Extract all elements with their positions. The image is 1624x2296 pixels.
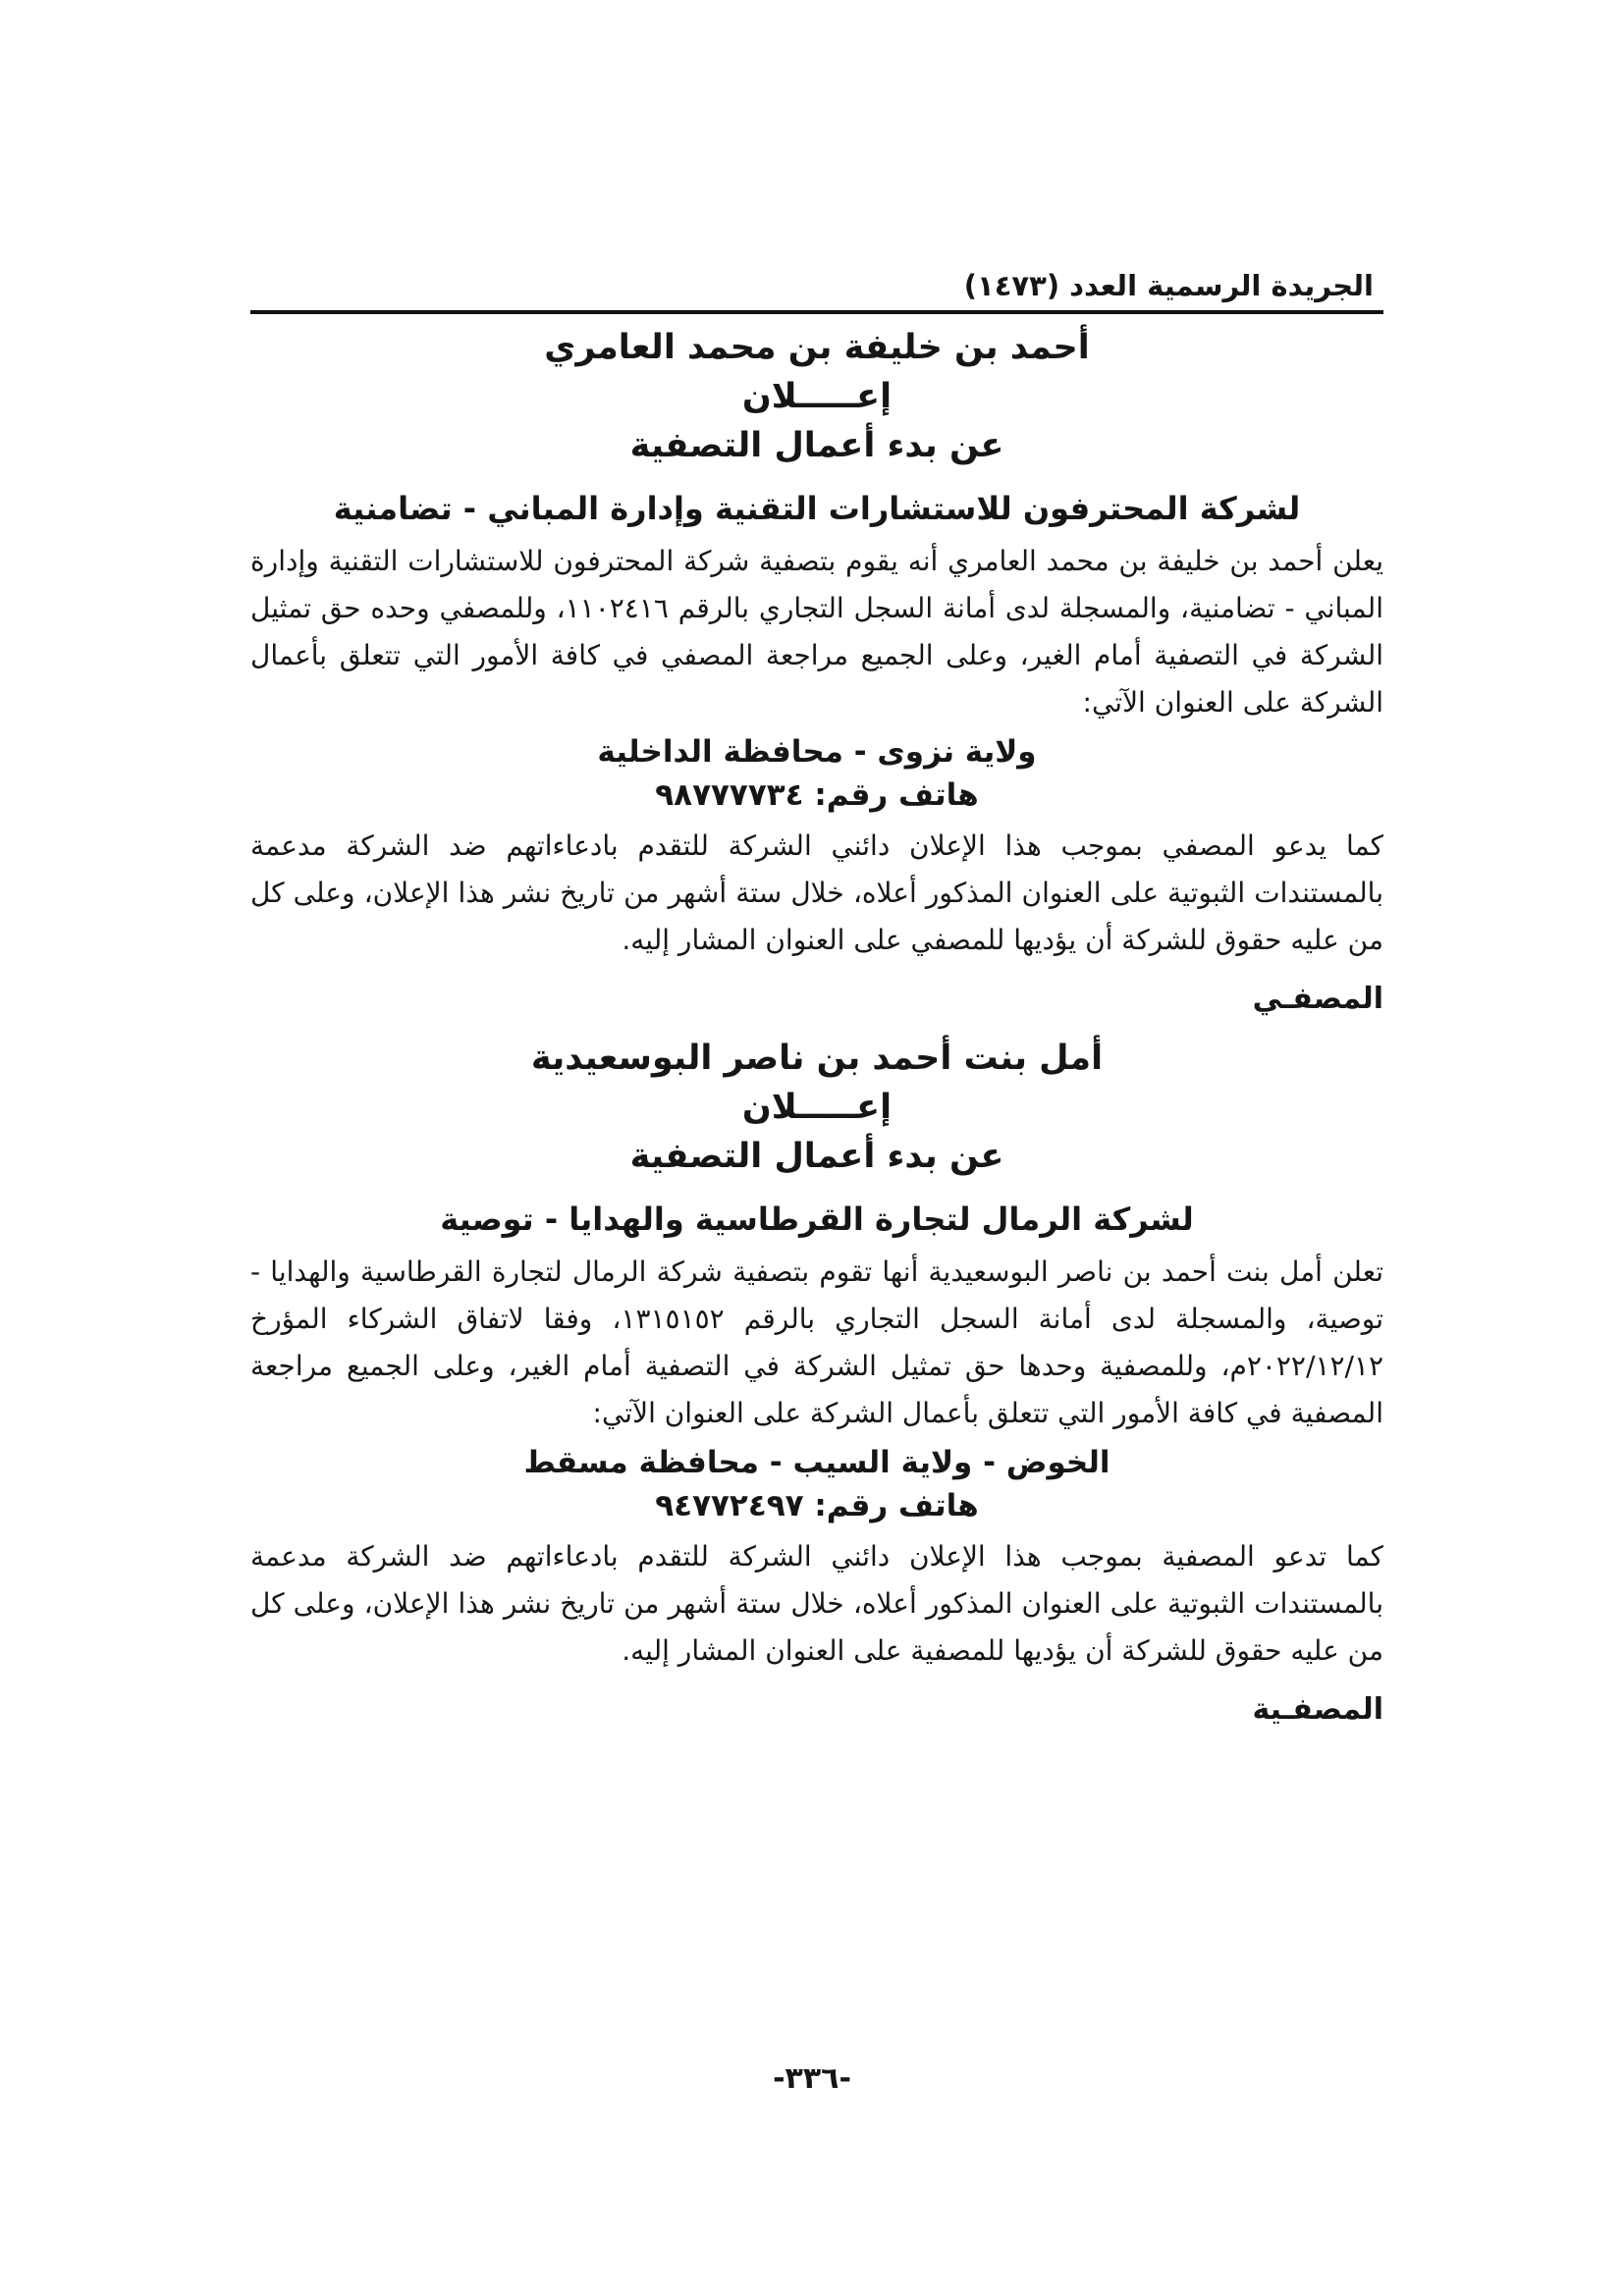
notice-signature: المصفـي	[1252, 982, 1383, 1016]
notice-body: يعلن أحمد بن خليفة بن محمد العامري أنه يقوم بتصفية شركة المحترفون للاستشارات التقنية وإدارة المباني - تضامنية، والمسجلة لدى أمانة السجل التجاري بالرقم ١١٠٢٤١٦، وللمصفي وحده حق تمثيل الشركة في التصفية أمام الغير، وعلى الجميع مراجعة المصفي في كافة الأمور التي تتعلق بأعمال الشركة على العنوان الآتي:	[250, 545, 1383, 719]
notice-closing: كما يدعو المصفي بموجب هذا الإعلان دائني الشركة للتقدم بادعاءاتهم ضد الشركة مدعمة بالمستندات الثبوتية على العنوان المذكور أعلاه، خلال ستة أشهر من تاريخ نشر هذا الإعلان، وعلى كل من عليه حقوق للشركة أن يؤديها للمصفي على العنوان المشار إليه.	[250, 829, 1383, 956]
notice-address: الخوض - ولاية السيب - محافظة مسقط	[523, 1445, 1110, 1480]
notice-signature: المصفـية	[1252, 1692, 1383, 1727]
gazette-title: الجريدة الرسمية العدد (١٤٧٣)	[963, 269, 1374, 302]
notice-phone: هاتف رقم: ٩٨٧٧٧٧٣٤	[655, 777, 979, 813]
notice-phone: هاتف رقم: ٩٤٧٧٢٤٩٧	[655, 1488, 979, 1523]
notice-heading: إعـــــلان	[741, 1088, 893, 1127]
notice-liquidator-name: أمل بنت أحمد بن ناصر البوسعيدية	[530, 1039, 1104, 1078]
notice-subheading: عن بدء أعمال التصفية	[629, 1137, 1004, 1176]
liquidation-notice-2	[250, 1035, 1383, 1732]
liquidation-notice-1	[250, 324, 1383, 1021]
notice-body: تعلن أمل بنت أحمد بن ناصر البوسعيدية أنها تقوم بتصفية شركة الرمال لتجارة القرطاسية والهدايا - توصية، والمسجلة لدى أمانة السجل التجاري بالرقم ١٣١٥١٥٢، وفقا لاتفاق الشركاء المؤرخ ٢٠٢٢/١٢/١٢م، وللمصفية وحدها حق تمثيل الشركة في التصفية أمام الغير، وعلى الجميع مراجعة المصفية في كافة الأمور التي تتعلق بأعمال الشركة على العنوان الآتي:	[250, 1255, 1384, 1429]
notice-heading: إعـــــلان	[741, 377, 893, 416]
notice-address: ولاية نزوى - محافظة الداخلية	[597, 734, 1037, 770]
notice-separator	[250, 1027, 1383, 1035]
notice-liquidator-name: أحمد بن خليفة بن محمد العامري	[544, 328, 1090, 367]
gazette-header	[250, 257, 1383, 314]
document-content	[250, 324, 1383, 1737]
notice-company: لشركة الرمال لتجارة القرطاسية والهدايا - توصية	[440, 1201, 1194, 1238]
notice-company: لشركة المحترفون للاستشارات التقنية وإدارة المباني - تضامنية	[333, 490, 1301, 527]
notice-subheading: عن بدء أعمال التصفية	[629, 426, 1004, 465]
page-number: -٣٣٦-	[773, 2061, 851, 2096]
notice-closing: كما تدعو المصفية بموجب هذا الإعلان دائني الشركة للتقدم بادعاءاتهم ضد الشركة مدعمة بالمستندات الثبوتية على العنوان المذكور أعلاه، خلال ستة أشهر من تاريخ نشر هذا الإعلان، وعلى كل من عليه حقوق للشركة أن يؤديها للمصفية على العنوان المشار إليه.	[250, 1540, 1383, 1667]
